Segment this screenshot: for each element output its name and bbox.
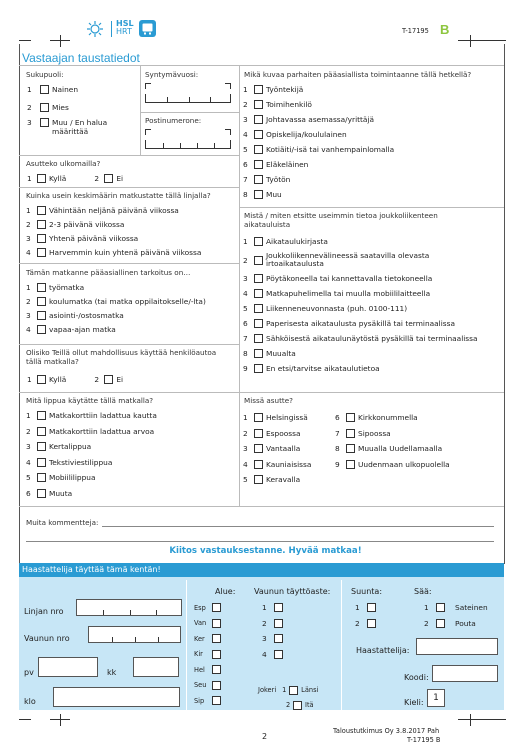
checkbox-jokeri-lansi[interactable] xyxy=(289,686,298,695)
option-label: Pöytäkoneella tai kannettavalla tietokoneella xyxy=(266,274,433,283)
residence-col2 xyxy=(335,410,450,472)
option-number: 4 xyxy=(243,459,248,469)
option-number: 8 xyxy=(243,190,248,199)
purpose-question: Tämän matkanne pääasiallinen tarkoitus on… xyxy=(26,268,191,277)
option-number: 9 xyxy=(335,459,340,469)
checkbox-frequency-4[interactable] xyxy=(37,248,46,257)
option-number: 4 xyxy=(26,457,31,467)
occupation-question: Mikä kuvaa parhaiten pääasiallista toimintaanne tällä hetkellä? xyxy=(244,70,472,79)
postal-label: Postinumerone: xyxy=(145,116,202,125)
checkbox-occupation-1[interactable] xyxy=(254,85,263,94)
checkbox-ticket-4[interactable] xyxy=(37,458,46,467)
area-code: Esp xyxy=(194,603,206,612)
checkbox-occupation-7[interactable] xyxy=(254,175,263,184)
checkbox-residence-5[interactable] xyxy=(254,475,263,484)
checkbox-purpose-4[interactable] xyxy=(37,325,46,334)
info-question: Mistä / miten etsitte useimmin tietoa joukkoliikenteen aikatauluista xyxy=(244,211,438,229)
option-number: 2 xyxy=(27,102,32,112)
option-label: Eläkeläinen xyxy=(266,160,309,169)
checkbox-info-6[interactable] xyxy=(254,319,263,328)
page-title: Vastaajan taustatiedot xyxy=(22,51,140,65)
checkbox-direction-1[interactable] xyxy=(367,603,376,612)
checkbox-frequency-2[interactable] xyxy=(37,220,46,229)
weather-option-label: Pouta xyxy=(455,618,476,628)
checkbox-area-ker[interactable] xyxy=(212,634,221,643)
car-options xyxy=(27,372,123,386)
abroad-options xyxy=(27,171,123,185)
option-number: 9 xyxy=(243,364,248,373)
option-number: 1 xyxy=(282,686,287,694)
option-number: 1 xyxy=(243,413,248,423)
weather-options xyxy=(424,600,488,631)
option-number: 1 xyxy=(27,374,32,384)
checkbox-ticket-2[interactable] xyxy=(37,427,46,436)
option-number: 8 xyxy=(335,444,340,454)
option-label: En etsi/tarvitse aikataulutietoa xyxy=(266,364,380,373)
birth-year-label: Syntymävuosi: xyxy=(145,70,199,79)
option-label: Nainen xyxy=(52,84,79,94)
hsl-logo xyxy=(116,20,134,36)
option-label: Toimihenkilö xyxy=(266,100,312,109)
option-number: 1 xyxy=(27,84,32,94)
direction-label: Suunta: xyxy=(351,587,383,596)
option-label: 2-3 päivänä viikossa xyxy=(49,219,125,229)
checkbox-info-9[interactable] xyxy=(254,364,263,373)
checkbox-ticket-6[interactable] xyxy=(37,489,46,498)
option-label: Muuta xyxy=(49,488,73,498)
checkbox-mies[interactable] xyxy=(40,103,49,112)
purpose-options xyxy=(26,280,206,336)
option-number: 2 xyxy=(94,374,100,384)
option-number: 2 xyxy=(26,219,31,229)
fill-number: 4 xyxy=(262,649,267,659)
option-label: Työntekijä xyxy=(266,85,304,94)
line-number-label: Linjan nro xyxy=(24,607,64,616)
info-options xyxy=(243,234,478,376)
month-field[interactable] xyxy=(133,657,179,677)
fill-rate-label: Vaunun täyttöaste: xyxy=(254,587,331,596)
checkbox-residence-7[interactable] xyxy=(346,429,355,438)
checkbox-abroad-yes[interactable] xyxy=(37,174,46,183)
day-field[interactable] xyxy=(38,657,98,677)
postal-code-box[interactable] xyxy=(145,129,231,149)
checkbox-info-1[interactable] xyxy=(254,237,263,246)
time-field[interactable] xyxy=(53,687,180,707)
checkbox-purpose-2[interactable] xyxy=(37,297,46,306)
option-label: Kertalippua xyxy=(49,442,92,452)
checkbox-frequency-3[interactable] xyxy=(37,234,46,243)
checkbox-residence-6[interactable] xyxy=(346,413,355,422)
option-number: 5 xyxy=(243,145,248,154)
option-number: 3 xyxy=(243,274,248,283)
checkbox-occupation-8[interactable] xyxy=(254,190,263,199)
line-number-field[interactable] xyxy=(76,599,182,616)
checkbox-frequency-1[interactable] xyxy=(37,206,46,215)
option-label: Liikenneneuvonnasta (puh. 0100-111) xyxy=(266,304,408,313)
checkbox-area-hel[interactable] xyxy=(212,665,221,674)
checkbox-area-van[interactable] xyxy=(212,619,221,628)
city-logo-icon xyxy=(85,20,105,38)
option-number: 3 xyxy=(26,233,31,243)
direction-number: 2 xyxy=(355,618,360,628)
option-label: asiointi-/ostosmatka xyxy=(49,310,124,320)
option-number: 2 xyxy=(243,428,248,438)
option-label: Länsi xyxy=(301,686,319,694)
interviewer-header: Haastattelija täyttää tämä kentän! xyxy=(19,563,504,577)
checkbox-car-no[interactable] xyxy=(104,375,113,384)
direction-number: 1 xyxy=(355,603,360,613)
checkbox-direction-2[interactable] xyxy=(367,619,376,628)
option-label: Kyllä xyxy=(49,173,67,183)
tram-icon xyxy=(139,20,156,37)
option-number: 3 xyxy=(26,310,31,320)
month-label: kk xyxy=(107,668,117,677)
checkbox-ticket-5[interactable] xyxy=(37,473,46,482)
option-label: Espoossa xyxy=(266,428,301,438)
fill-rate-options xyxy=(262,600,286,662)
fill-number: 2 xyxy=(262,618,267,628)
footer-code: T-17195 B xyxy=(407,736,441,744)
checkbox-info-3[interactable] xyxy=(254,274,263,283)
option-number: 6 xyxy=(26,488,31,498)
comments-line[interactable] xyxy=(102,526,494,527)
weather-label: Sää: xyxy=(414,587,432,596)
option-label: Kyllä xyxy=(49,374,67,384)
option-number: 4 xyxy=(26,324,31,334)
option-number: 5 xyxy=(243,475,248,485)
option-label: Ei xyxy=(116,374,124,384)
checkbox-residence-1[interactable] xyxy=(254,413,263,422)
option-label: Kirkkonummella xyxy=(358,413,418,423)
checkbox-nainen[interactable] xyxy=(40,85,49,94)
gender-question: Sukupuoli: xyxy=(26,70,64,79)
option-number: 6 xyxy=(243,319,248,328)
option-number: 2 xyxy=(286,701,291,709)
gender-options xyxy=(27,82,137,140)
option-label: Matkakorttiin ladattua arvoa xyxy=(49,426,155,436)
comments-line-2[interactable] xyxy=(26,541,494,542)
option-label: vapaa-ajan matka xyxy=(49,324,116,334)
area-code: Kir xyxy=(194,650,203,659)
option-number: 6 xyxy=(335,413,340,423)
car-number-field[interactable] xyxy=(88,626,181,643)
checkbox-abroad-no[interactable] xyxy=(104,174,113,183)
option-label: Keravalla xyxy=(266,475,301,485)
option-label: Joukkoliikennevälineessä saatavilla olevasta irtoaikataulusta xyxy=(266,251,430,268)
logo-text-hsl: HSL xyxy=(116,19,134,28)
option-number: 1 xyxy=(243,85,248,94)
footer-company: Taloustutkimus Oy 3.8.2017 Pah xyxy=(333,727,440,735)
occupation-options xyxy=(243,82,394,202)
checkbox-occupation-2[interactable] xyxy=(254,100,263,109)
checkbox-info-4[interactable] xyxy=(254,289,263,298)
checkbox-car-yes[interactable] xyxy=(37,375,46,384)
area-label: Alue: xyxy=(215,587,236,596)
checkbox-residence-4[interactable] xyxy=(254,460,263,469)
checkbox-area-seu[interactable] xyxy=(212,681,221,690)
language-label: Kieli: xyxy=(404,698,424,707)
option-number: 6 xyxy=(243,160,248,169)
option-label: Työtön xyxy=(266,175,291,184)
checkbox-fill-4[interactable] xyxy=(274,650,283,659)
frequency-question: Kuinka usein keskimäärin matkustatte tällä linjalla? xyxy=(26,191,211,200)
area-options xyxy=(194,600,224,709)
interviewer-name-field[interactable] xyxy=(416,638,498,655)
option-label: Vantaalla xyxy=(266,444,301,454)
option-number: 3 xyxy=(243,444,248,454)
jokeri-label: Jokeri xyxy=(258,686,277,694)
option-number: 3 xyxy=(27,118,32,127)
jokeri-ita-row xyxy=(286,698,314,712)
direction-options xyxy=(355,600,379,631)
checkbox-purpose-1[interactable] xyxy=(37,283,46,292)
option-label: työmatka xyxy=(49,282,85,292)
day-label: pv xyxy=(24,668,34,677)
checkbox-info-5[interactable] xyxy=(254,304,263,313)
option-number: 7 xyxy=(335,428,340,438)
checkbox-weather-rainy[interactable] xyxy=(436,603,445,612)
checkbox-occupation-3[interactable] xyxy=(254,115,263,124)
option-label: Kotiäiti/-isä tai vanhempainlomalla xyxy=(266,145,395,154)
weather-number: 2 xyxy=(424,618,429,628)
car-question: Olisiko Teillä ollut mahdollisuus käyttää henkilöautoa tällä matkalla? xyxy=(26,348,217,366)
interviewer-name-label: Haastattelija: xyxy=(356,646,410,655)
option-number: 2 xyxy=(243,255,248,265)
option-number: 4 xyxy=(243,289,248,298)
form-code: T-17195 xyxy=(402,27,429,35)
checkbox-area-esp[interactable] xyxy=(212,603,221,612)
option-number: 3 xyxy=(243,115,248,124)
checkbox-jokeri-ita[interactable] xyxy=(293,701,302,710)
checkbox-area-kir[interactable] xyxy=(212,650,221,659)
checkbox-occupation-4[interactable] xyxy=(254,130,263,139)
fill-number: 3 xyxy=(262,634,267,644)
checkbox-residence-3[interactable] xyxy=(254,444,263,453)
option-number: 1 xyxy=(27,173,32,183)
option-label: Muu xyxy=(266,190,282,199)
option-number: 2 xyxy=(26,296,31,306)
car-number-label: Vaunun nro xyxy=(24,634,70,643)
option-label: Helsingissä xyxy=(266,413,308,423)
option-label: Aikataulukirjasta xyxy=(266,237,328,246)
option-label: Vähintään neljänä päivänä viikossa xyxy=(49,205,179,215)
page-number: 2 xyxy=(262,732,268,741)
option-number: 2 xyxy=(243,100,248,109)
jokeri-row xyxy=(258,683,318,697)
checkbox-ticket-3[interactable] xyxy=(37,442,46,451)
option-label: Johtavassa asemassa/yrittäjä xyxy=(266,115,375,124)
option-number: 1 xyxy=(26,282,31,292)
residence-question: Missä asutte? xyxy=(244,396,293,405)
option-label: Yhtenä päivänä viikossa xyxy=(49,233,139,243)
ticket-options xyxy=(26,408,157,501)
option-number: 2 xyxy=(94,173,100,183)
option-label: Kauniaisissa xyxy=(266,459,312,469)
option-number: 7 xyxy=(243,334,248,343)
checkbox-fill-3[interactable] xyxy=(274,634,283,643)
option-label: Harvemmin kuin yhtenä päivänä viikossa xyxy=(49,247,202,257)
option-number: 5 xyxy=(26,473,31,483)
area-code: Hel xyxy=(194,665,205,674)
option-number: 2 xyxy=(26,426,31,436)
option-number: 7 xyxy=(243,175,248,184)
checkbox-info-7[interactable] xyxy=(254,334,263,343)
ticket-question: Mitä lippua käytätte tällä matkalla? xyxy=(26,396,154,405)
abroad-question: Asutteko ulkomailla? xyxy=(26,159,101,168)
option-label: Paperisesta aikataulusta pysäkillä tai terminaalissa xyxy=(266,319,456,328)
option-label: Muualta xyxy=(266,349,296,358)
checkbox-residence-2[interactable] xyxy=(254,429,263,438)
option-label: Uudenmaan ulkopuolella xyxy=(358,459,450,469)
checkbox-weather-dry[interactable] xyxy=(436,619,445,628)
area-code: Sip xyxy=(194,696,205,705)
checkbox-residence-9[interactable] xyxy=(346,460,355,469)
option-number: 4 xyxy=(243,130,248,139)
option-label: Muualla Uudellamaalla xyxy=(358,444,443,454)
checkbox-muu[interactable] xyxy=(40,118,49,127)
option-label: Sipoossa xyxy=(358,428,391,438)
checkbox-ticket-1[interactable] xyxy=(37,411,46,420)
option-label: Mobiililippua xyxy=(49,473,96,483)
option-label: Matkakorttiin ladattua kautta xyxy=(49,411,157,421)
option-label: Opiskelija/koululainen xyxy=(266,130,347,139)
option-label: Itä xyxy=(305,701,314,709)
option-number: 5 xyxy=(243,304,248,313)
version-badge: B xyxy=(440,22,450,37)
checkbox-fill-1[interactable] xyxy=(274,603,283,612)
residence-col1 xyxy=(243,410,311,488)
frequency-options xyxy=(26,203,201,259)
weather-option-label: Sateinen xyxy=(455,603,488,613)
option-label: Muu / En halua määrittää xyxy=(52,118,108,136)
option-number: 4 xyxy=(26,247,31,257)
logo-text-hrt: HRT xyxy=(116,27,132,36)
time-label: klo xyxy=(24,697,36,706)
option-number: 3 xyxy=(26,442,31,452)
checkbox-occupation-6[interactable] xyxy=(254,160,263,169)
comments-label: Muita kommentteja: xyxy=(26,518,99,527)
fill-number: 1 xyxy=(262,603,267,613)
area-code: Seu xyxy=(194,681,207,690)
weather-number: 1 xyxy=(424,603,429,613)
birth-year-box[interactable] xyxy=(145,83,231,103)
option-label: Mies xyxy=(52,102,69,112)
checkbox-fill-2[interactable] xyxy=(274,619,283,628)
checkbox-area-sip[interactable] xyxy=(212,696,221,705)
option-number: 1 xyxy=(26,205,31,215)
checkbox-purpose-3[interactable] xyxy=(37,311,46,320)
option-label: Sähköisestä aikataulunäytöstä pysäkillä tai terminaalissa xyxy=(266,334,478,343)
option-label: Ei xyxy=(116,173,124,183)
checkbox-residence-8[interactable] xyxy=(346,444,355,453)
area-code: Van xyxy=(194,619,207,628)
option-label: Tekstiviestilippua xyxy=(49,457,113,467)
checkbox-occupation-5[interactable] xyxy=(254,145,263,154)
option-label: koulumatka (tai matka oppilaitokselle/-lta) xyxy=(49,296,206,306)
code-label: Koodi: xyxy=(404,673,429,682)
language-field[interactable]: 1 xyxy=(427,689,445,707)
option-number: 1 xyxy=(243,237,248,246)
checkbox-info-8[interactable] xyxy=(254,349,263,358)
option-number: 8 xyxy=(243,349,248,358)
option-number: 1 xyxy=(26,411,31,421)
thanks-message: Kiitos vastauksestanne. Hyvää matkaa! xyxy=(169,546,362,556)
code-field[interactable] xyxy=(432,665,498,682)
checkbox-info-2[interactable] xyxy=(254,256,263,265)
option-label: Matkapuhelimella tai muulla mobiililaitteella xyxy=(266,289,431,298)
area-code: Ker xyxy=(194,634,205,643)
